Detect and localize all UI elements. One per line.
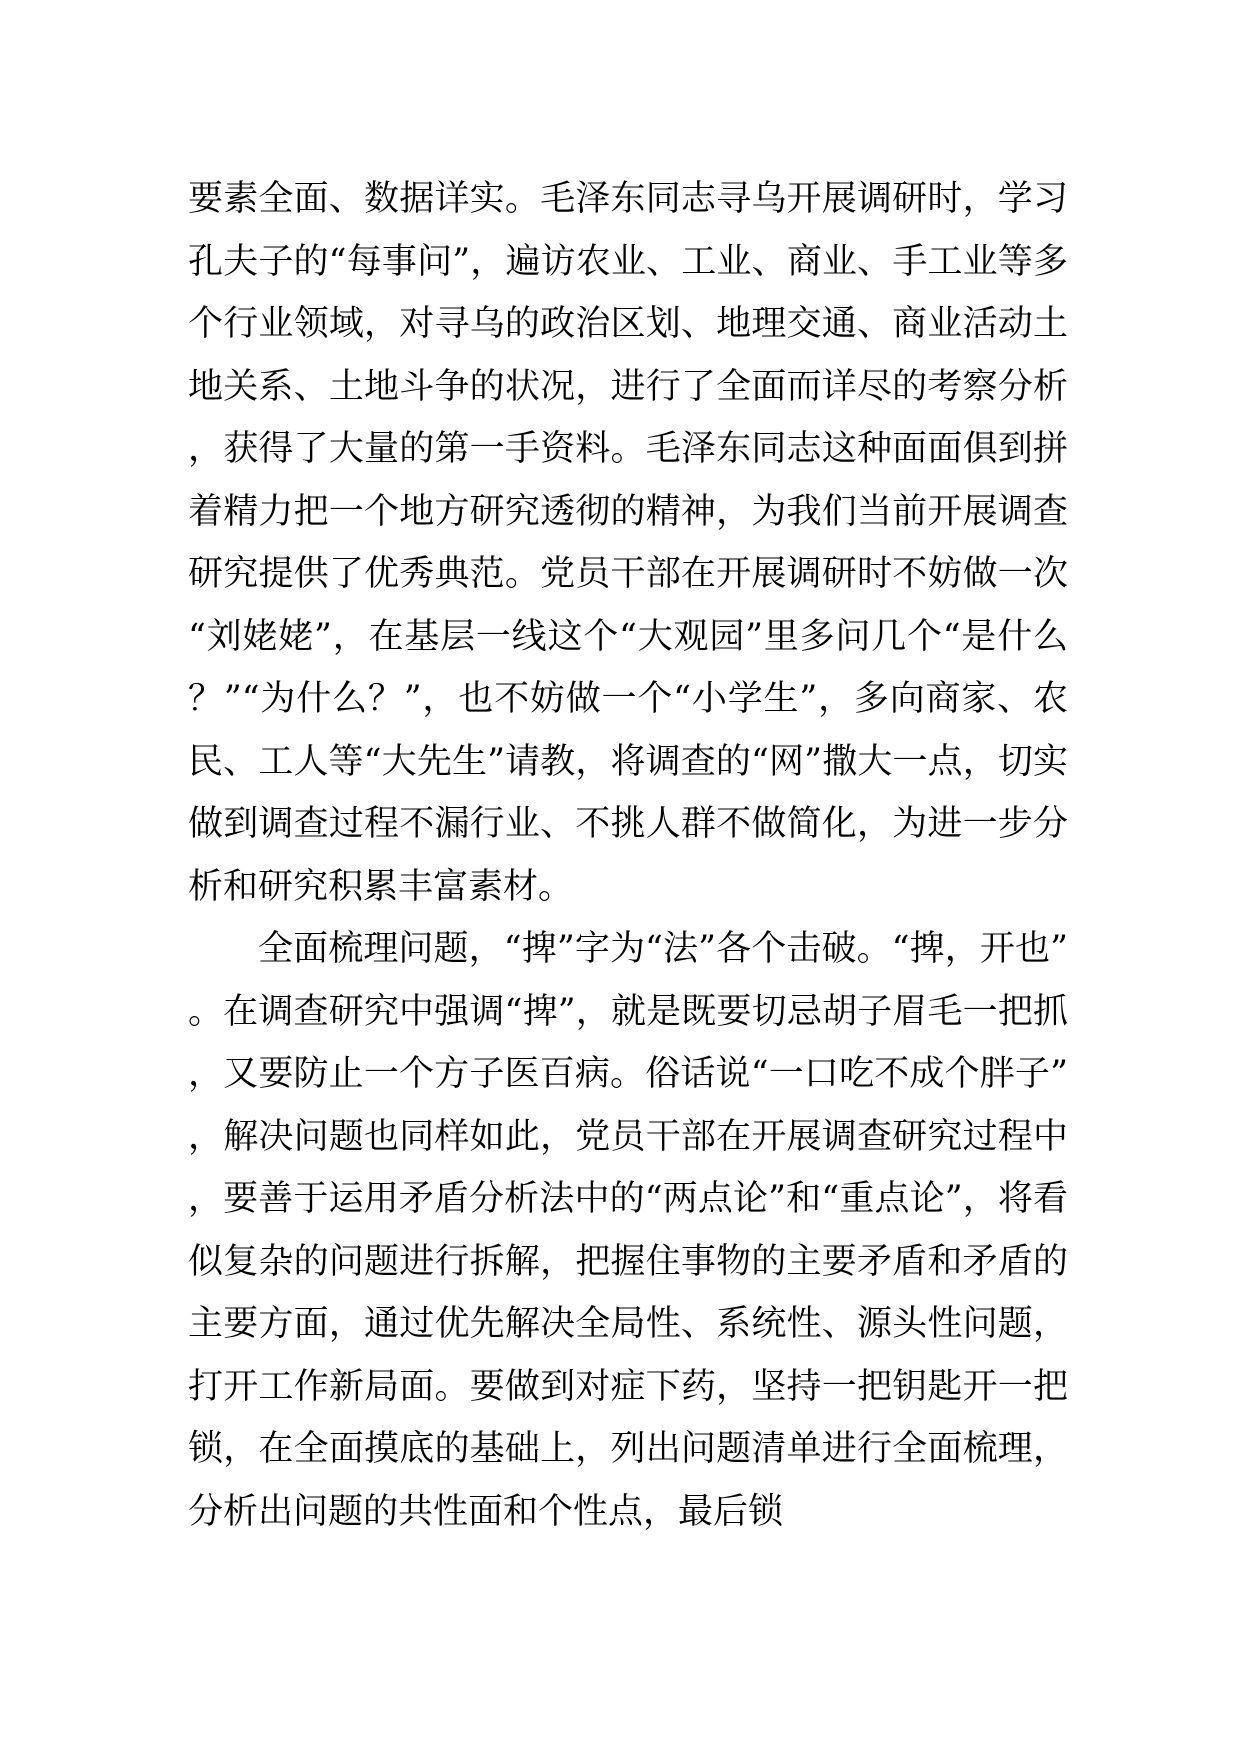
paragraph-continued: 要素全面、数据详实。毛泽东同志寻乌开展调研时，学习孔夫子的“每事问”，遍访农业、工业、商业、手工业等多个行业领域，对寻乌的政治区划、地理交通、商业活动土地关系、土地斗争的状况，进行了全面而详尽的考察分析，获得了大量的第一手资料。毛泽东同志这种面面俱到拼着精力把一个地方研究透彻的精神，为我们当前开展调查研究提供了优秀典范。党员干部在开展调研时不妨做一次“刘姥姥”，在基层一线这个“大观园”里多问几个“是什么？”“为什么？”，也不妨做一个“小学生”，多向商家、农民、工人等“大先生”请教，将调查的“网”撒大一点，切实做到调查过程不漏行业、不挑人群不做简化，为进一步分析和研究积累丰富素材。 xyxy=(188,179,1068,907)
body-text xyxy=(188,168,1068,1543)
paragraph-problem-analysis: 全面梳理问题，“捭”字为“法”各个击破。“捭，开也”。在调查研究中强调“捭”，就是既要切忌胡子眉毛一把抓，又要防止一个方子医百病。俗话说“一口吃不成个胖子”，解决问题也同样如此，党员干部在开展调查研究过程中，要善于运用矛盾分析法中的“两点论”和“重点论”，将看似复杂的问题进行拆解，把握住事物的主要矛盾和矛盾的主要方面，通过优先解决全局性、系统性、源头性问题，打开工作新局面。要做到对症下药，坚持一把钥匙开一把锁，在全面摸底的基础上，列出问题清单进行全面梳理，分析出问题的共性面和个性点，最后锁 xyxy=(188,929,1068,1532)
